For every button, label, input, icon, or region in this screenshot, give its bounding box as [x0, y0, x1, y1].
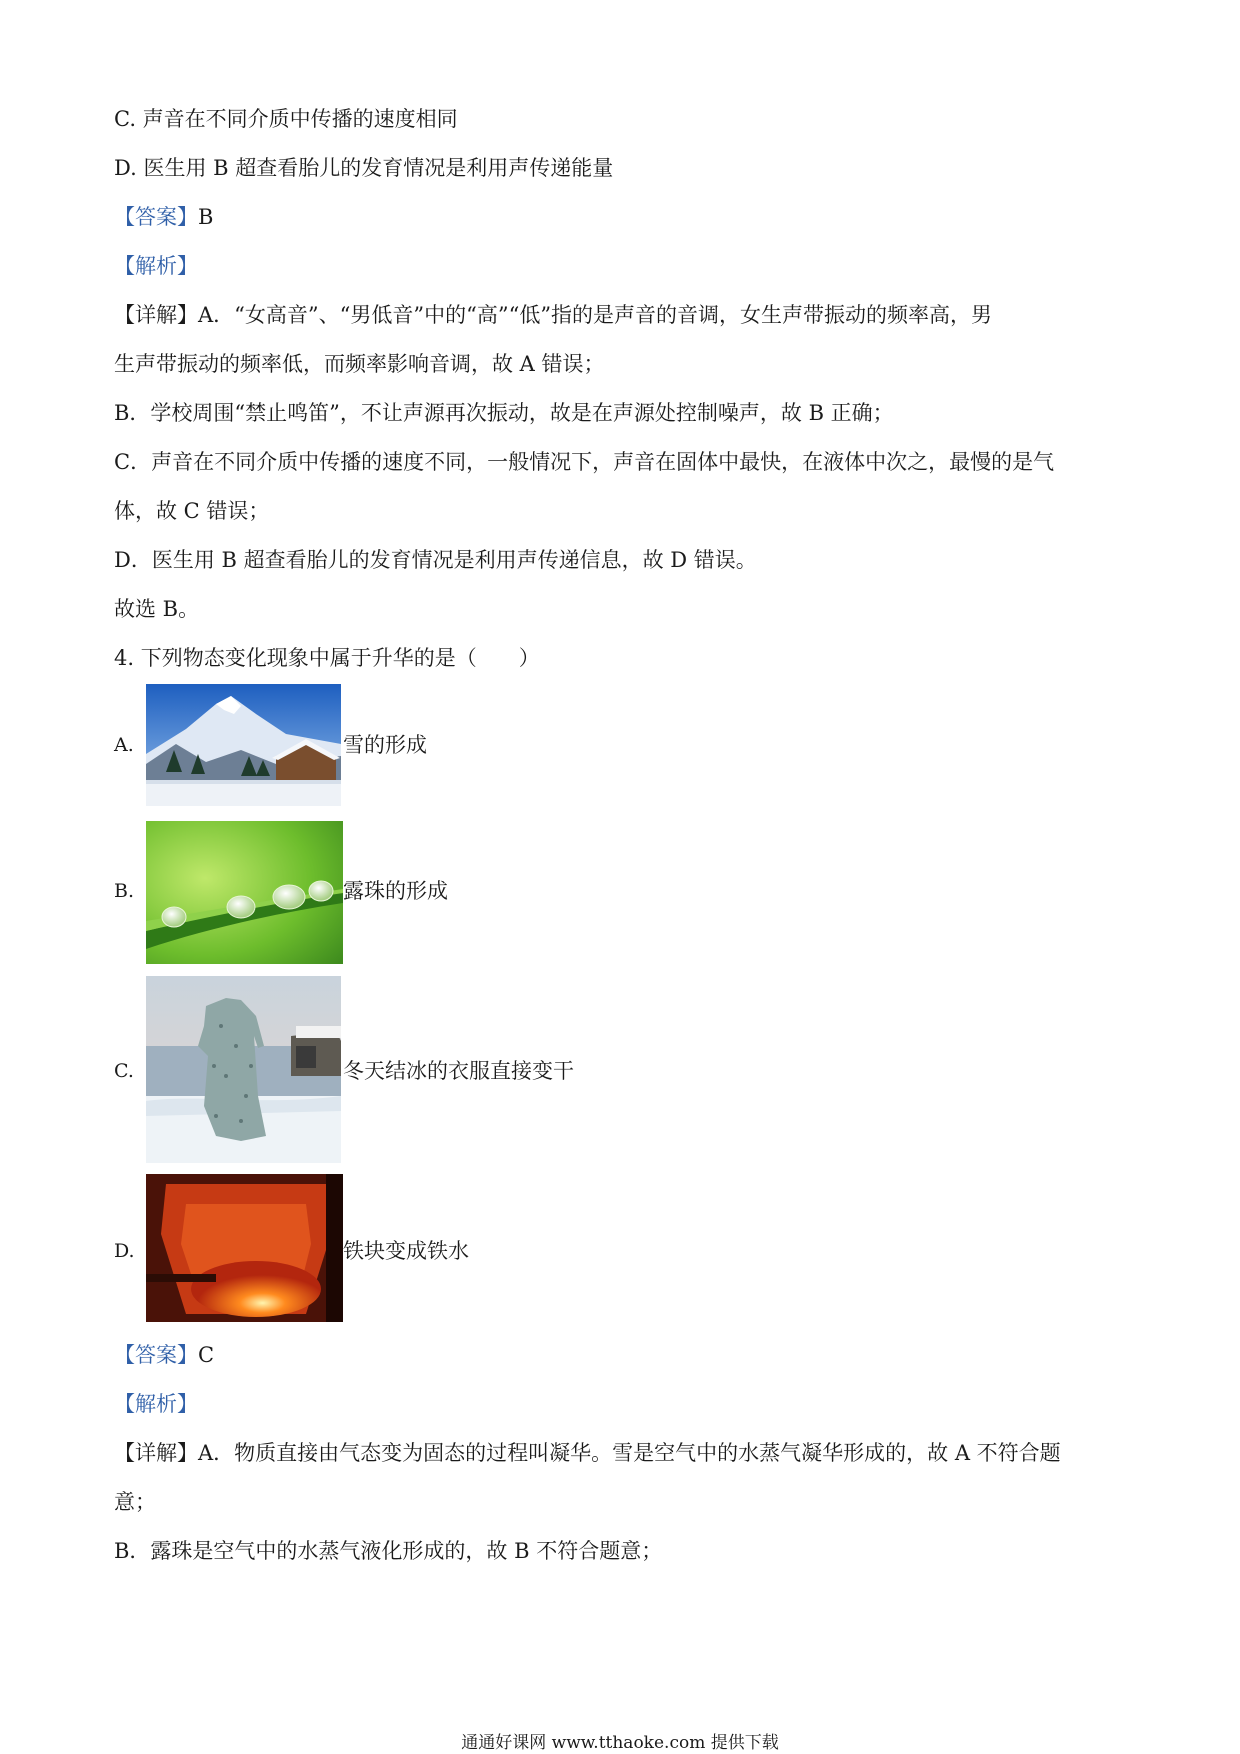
q4-detail-text: A．物质直接由气态变为固态的过程叫凝华。雪是空气中的水蒸气凝华形成的，故 A 不符合题: [198, 1441, 1061, 1465]
q4-detail-line-2: 意；: [114, 1490, 156, 1514]
q4-answer-line: [114, 1340, 214, 1370]
dew-image: [146, 821, 343, 964]
option-b-caption: 露珠的形成: [343, 879, 448, 903]
option-c-caption: 冬天结冰的衣服直接变干: [343, 1059, 574, 1083]
q4-answer-tag: 【答案】: [114, 1343, 198, 1367]
answer-line: [114, 202, 213, 232]
detail-line-4: C．声音在不同介质中传播的速度不同，一般情况下，声音在固体中最快，在液体中次之，最慢的是气: [114, 450, 1055, 474]
detail-line-7: 故选 B。: [114, 597, 200, 621]
option-c: C. 声音在不同介质中传播的速度相同: [114, 107, 458, 131]
detail-line-6: D．医生用 B 超查看胎儿的发育情况是利用声传递信息，故 D 错误。: [114, 548, 757, 572]
option-d: D. 医生用 B 超查看胎儿的发育情况是利用声传递能量: [114, 156, 614, 180]
answer-value: B: [198, 205, 214, 229]
detail-line-2: 生声带振动的频率低，而频率影响音调，故 A 错误；: [114, 352, 605, 376]
detail-line-1: [114, 300, 992, 330]
detail-tag: 【详解】: [114, 303, 198, 327]
q4-detail-line-1: [114, 1438, 1061, 1468]
q4-detail-line-3: B．露珠是空气中的水蒸气液化形成的，故 B 不符合题意；: [114, 1539, 663, 1563]
option-a-caption: 雪的形成: [343, 733, 427, 757]
option-a-letter: A.: [114, 734, 134, 756]
option-c-letter: C.: [114, 1060, 134, 1082]
detail-line-5: 体，故 C 错误；: [114, 499, 270, 523]
detail-text: A．“女高音”、“男低音”中的“高”“低”指的是声音的音调，女生声带振动的频率高，男: [198, 303, 993, 327]
snow-image: [146, 684, 341, 806]
option-d-letter: D.: [114, 1240, 135, 1262]
option-d-caption: 铁块变成铁水: [343, 1239, 469, 1263]
analysis-tag: 【解析】: [114, 254, 198, 278]
q4-analysis-tag: 【解析】: [114, 1392, 198, 1416]
detail-line-3: B．学校周围“禁止鸣笛”，不让声源再次振动，故是在声源处控制噪声，故 B 正确；: [114, 401, 894, 425]
q4-detail-tag: 【详解】: [114, 1441, 198, 1465]
molten-iron-image: [146, 1174, 343, 1322]
frozen-clothes-image: [146, 976, 341, 1163]
option-b-letter: B.: [114, 880, 135, 902]
page-footer: 通通好课网 www.tthaoke.com 提供下载: [461, 1733, 779, 1753]
question-4-stem: 4. 下列物态变化现象中属于升华的是（ ）: [114, 646, 540, 670]
q4-answer-value: C: [198, 1343, 215, 1367]
answer-tag: 【答案】: [114, 205, 198, 229]
